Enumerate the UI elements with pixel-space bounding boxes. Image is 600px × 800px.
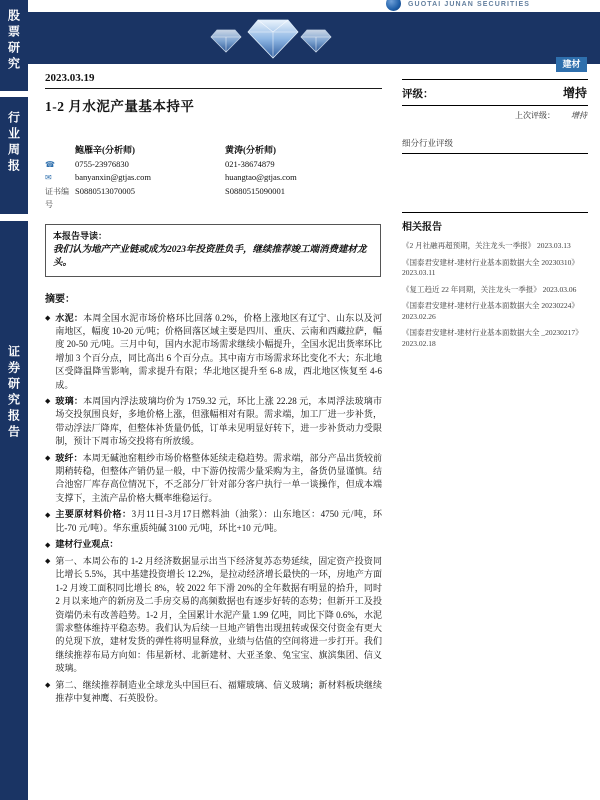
summary-bullets	[45, 312, 382, 706]
analyst-phone: 021-38674879	[225, 158, 275, 169]
bullet-text	[55, 555, 382, 676]
sidebar-segment-industry-weekly	[0, 97, 28, 214]
report-title: 1-2 月水泥产量基本持平	[45, 99, 195, 114]
analyst-table	[45, 144, 382, 212]
bullet-diamond-icon: ◆	[45, 314, 51, 322]
related-reports	[402, 212, 588, 355]
bullet-diamond-icon: ◆	[45, 681, 51, 690]
previous-rating-value: 增持	[571, 111, 587, 120]
analyst-name: 黄涛(分析师)	[225, 145, 276, 155]
analyst-name: 鲍雁辛(分析师)	[75, 145, 135, 155]
bullet-diamond-icon: ◆	[45, 510, 51, 519]
related-report-item	[402, 301, 588, 322]
email-icon: ✉	[45, 173, 52, 182]
bullet-text	[55, 538, 382, 552]
company-logo-text: GUOTAI JUNAN SECURITIES	[408, 1, 531, 8]
rating-box	[402, 79, 588, 154]
bullet-text	[55, 395, 382, 449]
sidebar-label-industry-weekly: 行业周报	[6, 111, 21, 175]
spacer-cell	[45, 144, 75, 158]
analyst-email: huangtao@gtjas.com	[225, 172, 297, 182]
analyst-cert-number: S0880513070005	[75, 185, 135, 196]
related-report-item	[402, 258, 588, 279]
rating-label: 评级：	[402, 89, 434, 100]
summary-bullet-raw-materials	[45, 508, 382, 535]
related-report-date: 2023.02.18	[402, 338, 436, 348]
bullet-diamond-icon: ◆	[45, 540, 51, 549]
related-report-title: 《国泰君安建材-建材行业基本面数据大全 20230224》	[402, 301, 579, 310]
bullet-diamond-icon: ◆	[45, 557, 51, 566]
header-band	[28, 12, 600, 64]
diamond-graphic-icon	[198, 15, 348, 63]
report-intro-box	[45, 224, 381, 277]
related-report-item	[402, 241, 588, 252]
sub-rating-label: 细分行业评级	[402, 137, 588, 154]
bullet-text	[55, 679, 382, 706]
summary-bullet-cement	[45, 312, 382, 392]
related-report-title: 《2 月社融再超预期，关注龙头一季报》	[402, 241, 536, 250]
related-report-date: 2023.03.13	[537, 241, 571, 250]
cert-number-label: 证书编号	[45, 186, 69, 209]
previous-rating-label: 上次评级：	[515, 111, 555, 120]
bullet-body: 第一、本周公布的 1-2 月经济数据显示出当下经济复苏态势延续，固定资产投资同比增长 5.5%，其中基建投资增长 12.2%，是拉动经济增长最快的一环，房地产方面 1-2 月竣工面积同比增长 8%，较 2022 年下滑 20%的全年数据有明显的拾升，同时 2 月以来地产的新房及二手房交易的高频数据也有逐步好转的态势；但新开工及投资端仍未有改善趋势。1-2 月，全国累计水泥产量 1.99 亿吨，同比下降 0.6%，水泥需求整体维持平稳态势。我们认为后续一旦地产销售出现扭转或保交付资金有更大的兑现下放，建材发货的弹性将明显释放，业绩与估值的空间将进一步打开。我们继续推荐布局方向如：伟星新材、北新建材、大亚圣象、兔宝宝、旗滨集团、信义玻璃。	[55, 555, 382, 674]
rating-value: 增持	[562, 86, 587, 100]
related-report-title: 《复工趋近 22 年同期，关注龙头一季报》	[402, 284, 541, 294]
intro-text: 我们认为地产产业链或成为2023年投资胜负手，继续推荐竣工端消费建材龙头。	[53, 244, 367, 268]
analyst-phone: 0755-23976830	[75, 158, 129, 169]
bullet-diamond-icon: ◆	[45, 397, 51, 406]
related-report-date: 2023.02.26	[402, 311, 436, 321]
bullet-body: 3月11日-3月17日燃料油（油浆）：山东地区：4750 元/吨，环比-70 元/吨）。华东重质纯碱 3100 元/吨，环比+10 元/吨。	[55, 509, 382, 533]
bullet-body: 本周无碱池窑粗纱市场价格整体延续走稳趋势。需求端，部分产品出货较前期稍转稳，但整体产销仍显一般，中下游仍按需少量采购为主，备货仍显谨慎。结合池窑厂库存高位情况下，不乏部分厂针对部分客户执行一单一谈操作，但成本端支撑下，主流产品价格大概率维稳运行。	[55, 452, 382, 503]
related-report-title: 《国泰君安建材-建材行业基本面数据大全 20230310》	[402, 257, 579, 267]
intro-label: 本报告导读：	[53, 230, 108, 241]
phone-icon: ☎	[45, 159, 55, 169]
summary-label: 摘要：	[45, 293, 75, 305]
header-divider	[45, 88, 382, 89]
rating-row	[402, 79, 588, 106]
sidebar-label-research-report: 证券研究报告	[6, 345, 21, 441]
bullet-body: 第二、继续推荐制造业全球龙头中国巨石、福耀玻璃、信义玻璃；新材料板块继续推荐中复神鹰、石英股份。	[55, 679, 382, 703]
summary-bullet-fiberglass	[45, 452, 382, 506]
bullet-lead: 玻璃：	[55, 395, 84, 406]
related-report-date: 2023.03.11	[402, 268, 436, 277]
analyst-cert-number: S0880515090001	[225, 185, 285, 196]
analyst-email: banyanxin@gtjas.com	[75, 172, 152, 182]
industry-tag: 建材	[556, 57, 587, 72]
bullet-lead: 建材行业观点：	[55, 539, 119, 549]
bullet-text	[55, 452, 382, 506]
main-column	[45, 72, 382, 708]
related-reports-heading: 相关报告	[402, 212, 588, 241]
related-report-date: 2023.03.06	[542, 284, 577, 294]
bullet-body: 本周国内浮法玻璃均价为 1759.32 元，环比上涨 22.28 元，本周浮法玻璃市场交投氛围良好，多地价格上涨，但涨幅相对有限。需求端，加工厂进一步补货，带动浮法厂降库，但整体补货量仍低，订单未见明显好转下，进一步补货动力受限制，预计下周市场交投将有所放缓。	[55, 395, 382, 447]
bullet-diamond-icon: ◆	[45, 454, 51, 463]
company-logo-icon	[386, 0, 401, 11]
previous-rating-row	[402, 106, 588, 123]
bullet-lead: 水泥：	[55, 312, 84, 323]
bullet-lead: 主要原材料价格：	[55, 509, 132, 520]
related-report-item	[402, 285, 588, 296]
sidebar-label-stock-research: 股票研究	[6, 9, 21, 73]
summary-bullet-glass	[45, 395, 382, 449]
summary-bullet-point-two	[45, 679, 382, 706]
bullet-lead: 玻纤：	[55, 452, 83, 463]
report-date: 2023.03.19	[45, 72, 95, 84]
related-report-title: 《国泰君安建材-建材行业基本面数据大全 _20230217》	[402, 328, 583, 337]
bullet-body: 本周全国水泥市场价格环比回落 0.2%，价格上涨地区有辽宁、山东以及河南地区，幅度 10-20 元/吨；价格回落区域主要是四川、重庆、云南和西藏拉萨，幅度 20-50 元/吨。三月中旬，国内水泥市场需求继续小幅提升，全国水泥出货率环比增加 3 个百分点，同比高出 6 个百分点。其中南方市场需求环比变化不大；东北地区受降温降雪影响，需求提升有限；华北地区提升至 6-8 成，西北地区恢复至 4-6 成。	[55, 312, 382, 390]
summary-bullet-point-one	[45, 555, 382, 676]
sidebar-segment-research-report	[0, 221, 28, 800]
related-report-item	[402, 328, 588, 349]
summary-bullet-industry-view	[45, 538, 382, 552]
sidebar-segment-stock-research	[0, 0, 28, 91]
bullet-text	[55, 312, 382, 392]
bullet-text	[55, 508, 382, 535]
